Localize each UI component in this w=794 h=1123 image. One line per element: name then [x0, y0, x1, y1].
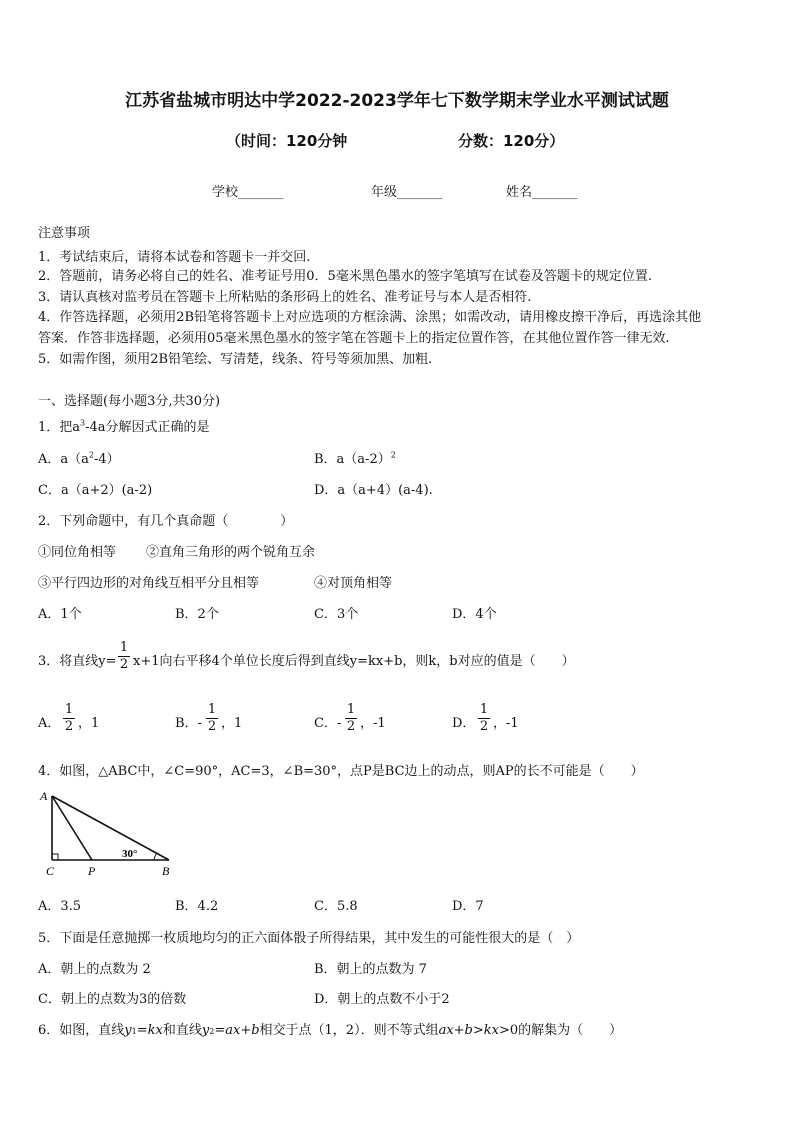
school-field[interactable]: 学校_______ [212, 185, 284, 200]
side-ab [52, 796, 169, 860]
question-1-stem: 1．把$a^3-4a$分解因式正确的是 [38, 418, 210, 435]
q4-option-d[interactable]: D．7 [452, 899, 484, 914]
q2-option-c[interactable]: C．3个 [314, 607, 359, 622]
q4-option-a[interactable]: A．3.5 [38, 899, 82, 914]
notice-item: 答案．作答非选择题，必须用05毫米黑色墨水的签字笔在答题卡上的指定位置作答，在其他位置作答一律无效. [38, 331, 670, 346]
notice-item: 1．考试结束后，请将本试卷和答题卡一并交回. [38, 250, 311, 265]
fraction-one-half: $\frac{1}{2}$ [119, 640, 129, 672]
question-3-stem-end: x+1向右平移4个单位长度后得到直线y=kx+b，则k，b对应的值是（ ） [133, 654, 575, 669]
q3-option-b-rest: ，1 [221, 716, 243, 731]
notice-item: 5．如需作图，须用2B铅笔绘、写清楚，线条、符号等须加黑、加粗. [38, 352, 433, 367]
q1-option-b[interactable]: B．$a(a-2)^2$ [314, 450, 396, 467]
q1-option-c[interactable]: C．a（a+2）(a-2) [38, 483, 153, 498]
notice-heading: 注意事项 [38, 226, 91, 241]
q3-option-c-rest: ，-1 [360, 716, 386, 731]
label-b: B [162, 864, 170, 878]
q3-option-c-fraction: $\frac{1}{2}$ [346, 702, 356, 734]
q2-option-a[interactable]: A．1个 [38, 607, 82, 622]
label-a: A [40, 789, 48, 803]
question-3-stem-start: 3．将直线y= [38, 654, 117, 669]
label-c: C [46, 864, 55, 878]
notice-item: 4．作答选择题，必须用2B铅笔将答题卡上对应选项的方框涂满、涂黑；如需改动，请用橡皮擦干净后，再选涂其他 [38, 310, 702, 325]
right-angle-mark [52, 854, 58, 860]
triangle-figure [36, 788, 186, 880]
q5-option-b[interactable]: B．朝上的点数为 7 [314, 962, 427, 977]
q1-option-a[interactable]: A．$a(a^2-4)$ [38, 450, 120, 467]
q2-statement-1: ①同位角相等 [38, 545, 117, 560]
q4-option-c[interactable]: C．5.8 [314, 899, 358, 914]
question-2-stem: 2．下列命题中，有几个真命题（ ） [38, 514, 294, 529]
q2-option-d[interactable]: D．4个 [452, 607, 497, 622]
name-field[interactable]: 姓名_______ [506, 185, 578, 200]
q2-option-b[interactable]: B．2个 [175, 607, 219, 622]
notice-item: 2．答题前，请务必将自己的姓名、准考证号用0．5毫米黑色墨水的签字笔填写在试卷及答题卡的规定位置. [38, 269, 652, 284]
q3-option-d[interactable]: D． [452, 716, 476, 731]
q1-option-d[interactable]: D．a（a+4）(a-4). [314, 483, 433, 498]
q3-option-a-fraction: $\frac{1}{2}$ [64, 702, 74, 734]
page-title: 江苏省盐城市明达中学2022-2023学年七下数学期末学业水平测试试题 [125, 91, 669, 111]
q2-statement-3: ③平行四边形的对角线互相平分且相等 [38, 576, 260, 591]
q3-option-d-fraction: $\frac{1}{2}$ [479, 702, 489, 734]
q4-option-b[interactable]: B．4.2 [175, 899, 219, 914]
label-p: P [88, 864, 96, 878]
q5-option-d[interactable]: D．朝上的点数不小于2 [314, 992, 450, 1007]
grade-field[interactable]: 年级_______ [371, 185, 443, 200]
q5-option-a[interactable]: A．朝上的点数为 2 [38, 962, 151, 977]
q3-option-d-rest: ，-1 [493, 716, 519, 731]
angle-b-arc [154, 853, 157, 860]
q3-option-b[interactable]: B．- [175, 716, 202, 731]
question-4-stem: 4．如图，△ABC中，∠C=90°，AC=3，∠B=30°，点P是BC边上的动点，则AP的长不可能是（ ） [38, 764, 644, 779]
segment-ap [52, 796, 92, 860]
section-title: 一、选择题(每小题3分,共30分) [38, 394, 221, 409]
notice-item: 3．请认真核对监考员在答题卡上所粘贴的条形码上的姓名、准考证号与本人是否相符. [38, 290, 532, 305]
q5-option-c[interactable]: C．朝上的点数为3的倍数 [38, 992, 187, 1007]
question-5-stem: 5．下面是任意抛掷一枚质地均匀的正六面体骰子所得结果，其中发生的可能性很大的是（ ） [38, 931, 580, 946]
exam-score: 分数：120分） [458, 132, 565, 150]
q3-option-a-rest: ，1 [78, 716, 100, 731]
q3-option-b-fraction: $\frac{1}{2}$ [207, 702, 217, 734]
angle-label: 30° [122, 848, 138, 860]
q3-option-a[interactable]: A． [38, 716, 61, 731]
exam-time: （时间：120分钟 [226, 132, 348, 150]
question-6-stem: 6．如图，直线y1=kx和直线y2=ax+b相交于点（1，2）．则不等式组ax+b>kx>0的解集为（ ） [38, 1023, 623, 1038]
q2-statement-4: ④对顶角相等 [314, 576, 393, 591]
q3-option-c[interactable]: C．- [314, 716, 342, 731]
q2-statement-2: ②直角三角形的两个锐角互余 [146, 545, 316, 560]
